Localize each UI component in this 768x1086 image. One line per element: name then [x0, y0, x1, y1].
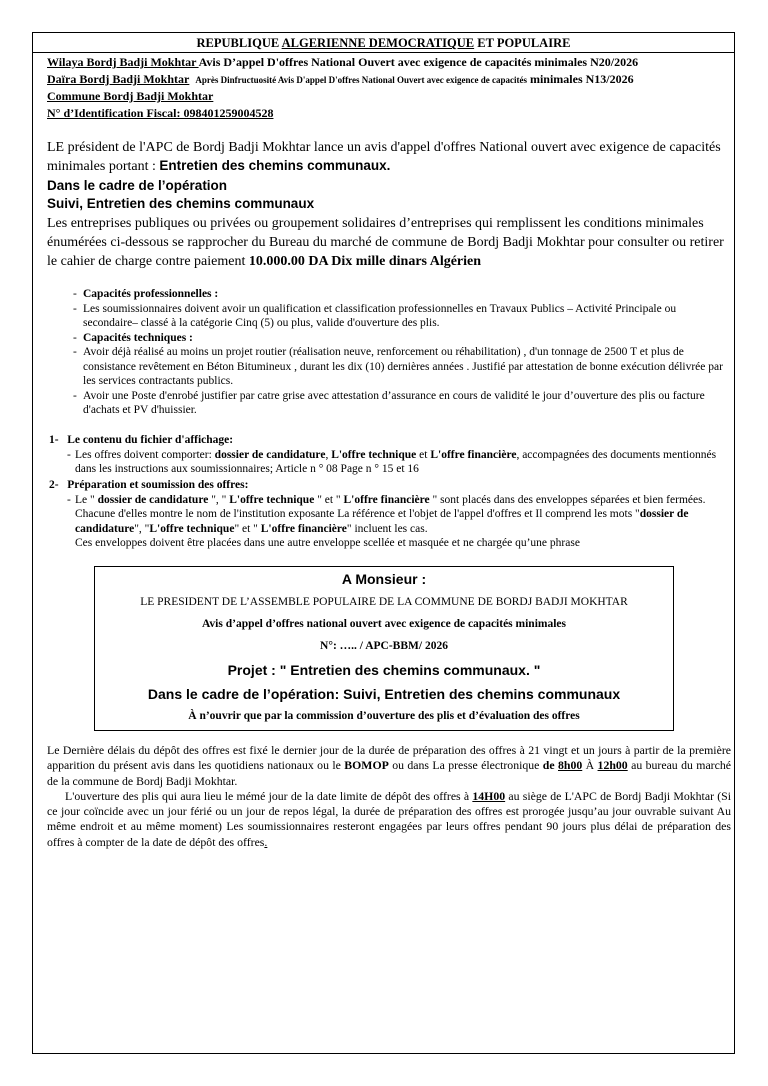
- envelope-to: A Monsieur :: [341, 571, 427, 587]
- envelope-avis: Avis d’appel d’offres national ouvert avec exigence de capacités minimales: [201, 618, 566, 630]
- header-rule: [33, 52, 734, 53]
- envelope-president: LE PRESIDENT DE L’ASSEMBLE POPULAIRE DE LA COMMUNE DE BORDJ BADJI MOKHTAR: [140, 596, 628, 608]
- daira-line: Daïra Bordj Badji Mokhtar Après Dinfructuosité Avis D'appel D'offres National Ouvert avec exigence de capacités minimales N13/2026: [47, 72, 634, 86]
- capacities-list: [73, 287, 723, 418]
- eligibility-paragraph: Les entreprises publiques ou privées ou groupement solidaires d’entreprises qui remplissent les conditions minimales énumérées ci-dessous se rapprocher du Bureau du marché de commune de Bordj Badji Mokhtar pour consulter ou retirer le cahier de charge contre paiement 10.000.00 DA Dix mille dinars Algérien: [47, 216, 724, 269]
- operation-line-2: Suivi, Entretien des chemins communaux: [47, 196, 315, 211]
- list-item: - Les soumissionnaires doivent avoir un qualification et classification professionnelles en Travaux Publics – Activité Principale ou secondaire– classé à la catégorie Cinq (5) ou plus, valide d'ouverture des plis.: [73, 302, 677, 329]
- commune-line: Commune Bordj Badji Mokhtar: [47, 89, 214, 103]
- envelope-operation: Dans le cadre de l’opération: Suivi, Entretien des chemins communaux: [147, 686, 621, 702]
- list-item: - Avoir déjà réalisé au moins un projet routier (réalisation neuve, renforcement ou réhabilitation) , d'un tonnage de 2500 T et plus de consistance revêtement en Béton Bitumineux , durant les dix (10) dernières années . Justifié par attestation de bonne exécution délivrée par les services contractants publics.: [73, 346, 723, 387]
- list-item: - Le " dossier de candidature ", " L'offre technique " et " L'offre financière " sont placés dans des enveloppes séparées et bien fermées. Chacune d'elles montre le nom de l'institution exposante La référence et l'objet de l'appel d'offres et Il comprend les mots "dossier de candidature", "L'offre technique" et " L'offre financière" incluent les cas.: [67, 493, 706, 535]
- list-item: - Avoir une Poste d'enrobé justifier par catre grise avec attestation d’assurance en cours de validité le jour d’ouverture des plis ou facture d'achats et PV d'huissier.: [73, 389, 705, 416]
- list-item: - Capacités techniques :: [73, 331, 193, 344]
- intro-paragraph: LE président de l'APC de Bordj Badji Mokhtar lance un avis d'appel d'offres National ouvert avec exigence de capacités minimales portant : Entretien des chemins communaux.: [47, 140, 721, 174]
- list-item: - Capacités professionnelles :: [73, 288, 219, 300]
- document-page: [32, 32, 735, 1054]
- section-1: 1- Le contenu du fichier d'affichage: - Les offres doivent comporter: dossier de candidature, L'offre technique et L'offre financière, accompagnées des documents mentionnés dans les instructions aux soumissionnaires; Article n ° 08 Page n ° 15 et 16: [49, 433, 729, 477]
- envelope-project: Projet : " Entretien des chemins communaux. ": [227, 662, 541, 678]
- republic-title: REPUBLIQUE ALGERIENNE DEMOCRATIQUE ET POPULAIRE: [196, 36, 571, 50]
- opening-paragraph: L'ouverture des plis qui aura lieu le mémé jour de la date limite de dépôt des offres à 14H00 au siège de L'APC de Bordj Badji Mokhtar (Si ce jour coïncide avec un jour férié ou un jour de repos légal, la durée de préparation des offres est prorogée jusqu’au jour ouvrable suivant Au même endroit et au même moment) Les soumissionnaires resteront engagées par leurs offres pendant 90 jours plus délai de préparation des offres à compter de la date de dépôt des offres.: [47, 788, 731, 849]
- closing-paragraphs: [47, 743, 731, 850]
- wilaya-line: Wilaya Bordj Badji Mokhtar Avis D’appel D'offres National Ouvert avec exigence de capacités minimales N20/2026: [47, 55, 639, 69]
- envelope-number: N°: ….. / APC-BBM/ 2026: [320, 640, 448, 652]
- nif-line: N° d’Identification Fiscal: 098401259004528: [47, 106, 274, 120]
- envelope-warning: À n’ouvrir que par la commission d’ouverture des plis et d’évaluation des offres: [188, 710, 580, 722]
- envelope-box: [94, 566, 674, 731]
- deadline-paragraph: Le Dernière délais du dépôt des offres est fixé le dernier jour de la durée de préparation des offres à 21 vingt et un jours à partir de la première apparition du présent avis dans les quotidiens nationaux ou le BOMOP ou dans La presse électronique de 8h00 À 12h00 au bureau du marché de la commune de Bordj Badji Mokhtar.: [47, 743, 731, 788]
- section-2: 2- Préparation et soumission des offres: - Le " dossier de candidature ", " L'offre technique " et " L'offre financière " sont placés dans des enveloppes séparées et bien fermées. Chacune d'elles montre le nom de l'institution exposante La référence et l'objet de l'appel d'offres et Il comprend les mots "dossier de candidature", "L'offre technique" et " L'offre financière" incluent les cas. Ces enveloppes doivent être placées dans une autre enveloppe scellée et masquée et ne chargée qu’une phrase: [49, 478, 729, 551]
- list-item: - Les offres doivent comporter: dossier de candidature, L'offre technique et L'offre financière, accompagnées des documents mentionnés dans les instructions aux soumissionnaires; Article n ° 08 Page n ° 15 et 16: [67, 448, 717, 475]
- operation-line-1: Dans le cadre de l’opération: [47, 178, 228, 193]
